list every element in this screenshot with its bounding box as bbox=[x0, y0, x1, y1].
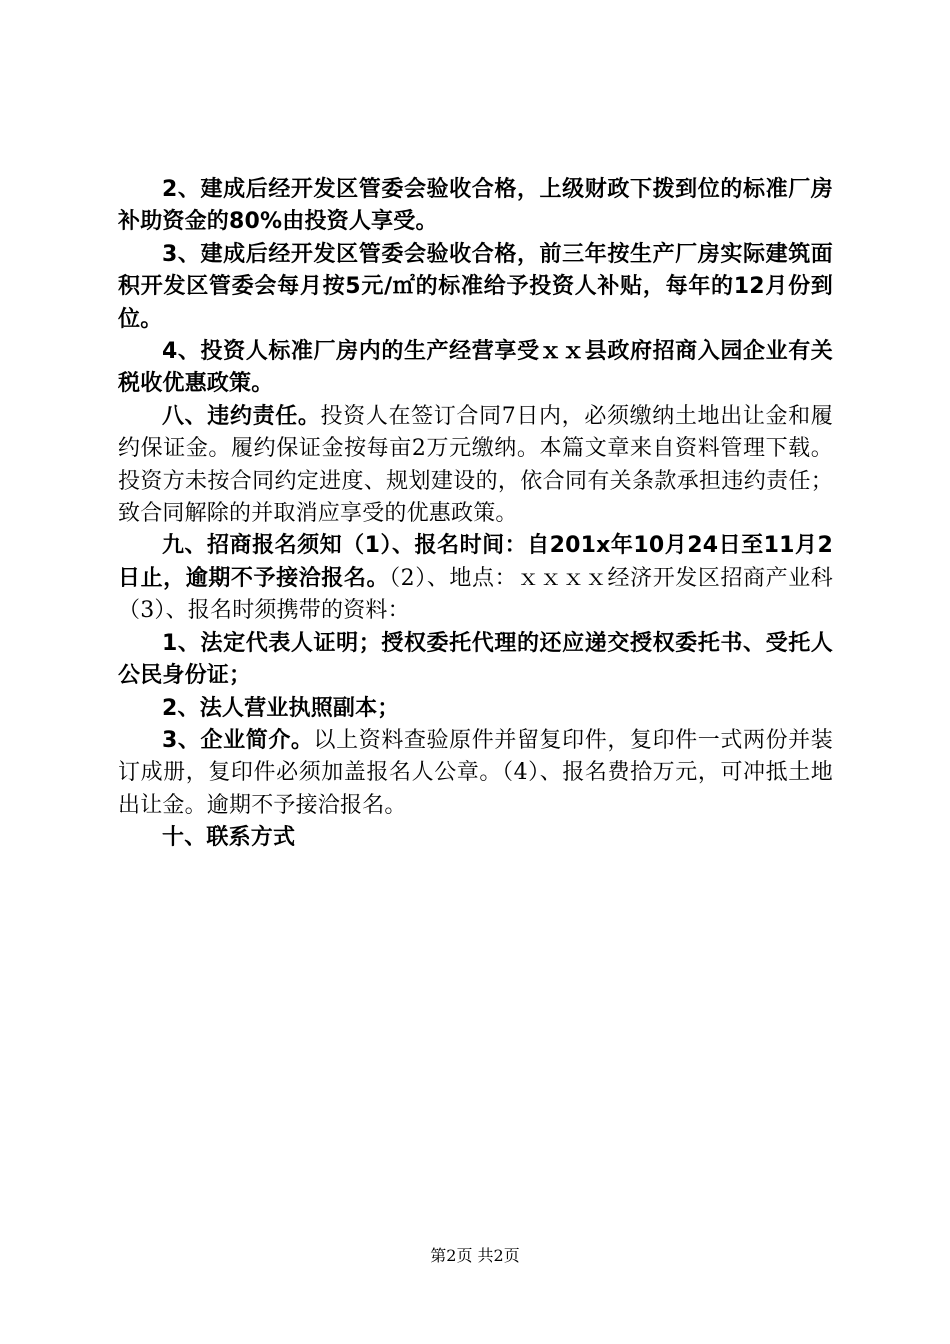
paragraph-1: 2、建成后经开发区管委会验收合格，上级财政下拨到位的标准厂房补助资金的80%由投资人享受。 bbox=[118, 177, 833, 235]
paragraph-8: 3、企业简介。以上资料查验原件并留复印件，复印件一式两份并装订成册，复印件必须加盖报名人公章。（4）、报名费拾万元，可冲抵土地出让金。逾期不予接洽报名。 bbox=[118, 727, 833, 818]
document-body bbox=[118, 174, 833, 855]
paragraph-6: 1、法定代表人证明；授权委托代理的还应递交授权委托书、受托人公民身份证； bbox=[118, 630, 833, 689]
paragraph-9-contact: 十、联系方式 bbox=[162, 825, 296, 851]
page-footer: 第2页 共2页 bbox=[430, 1246, 520, 1265]
paragraph-3: 4、投资人标准厂房内的生产经营享受ｘｘ县政府招商入园企业有关税收优惠政策。 bbox=[118, 339, 833, 397]
paragraph-4-breach-liability: 八、违约责任。投资人在签订合同7日内，必须缴纳土地出让金和履约保证金。履约保证金按每亩2万元缴纳。本篇文章来自资料管理下载。投资方未按合同约定进度、规划建设的，依合同有关条款承担违约责任；致合同解除的并取消应享受的优惠政策。 bbox=[118, 403, 833, 527]
paragraph-5-registration-notice: 九、招商报名须知（1）、报名时间：自201x年10月24日至11月2日止，逾期不予接洽报名。（2）、地点：ｘｘｘｘ经济开发区招商产业科（3）、报名时须携带的资料： bbox=[118, 533, 834, 624]
paragraph-7: 2、法人营业执照副本； bbox=[162, 695, 400, 721]
paragraph-2: 3、建成后经开发区管委会验收合格，前三年按生产厂房实际建筑面积开发区管委会每月按5元/㎡的标准给予投资人补贴，每年的12月份到位。 bbox=[118, 241, 833, 332]
